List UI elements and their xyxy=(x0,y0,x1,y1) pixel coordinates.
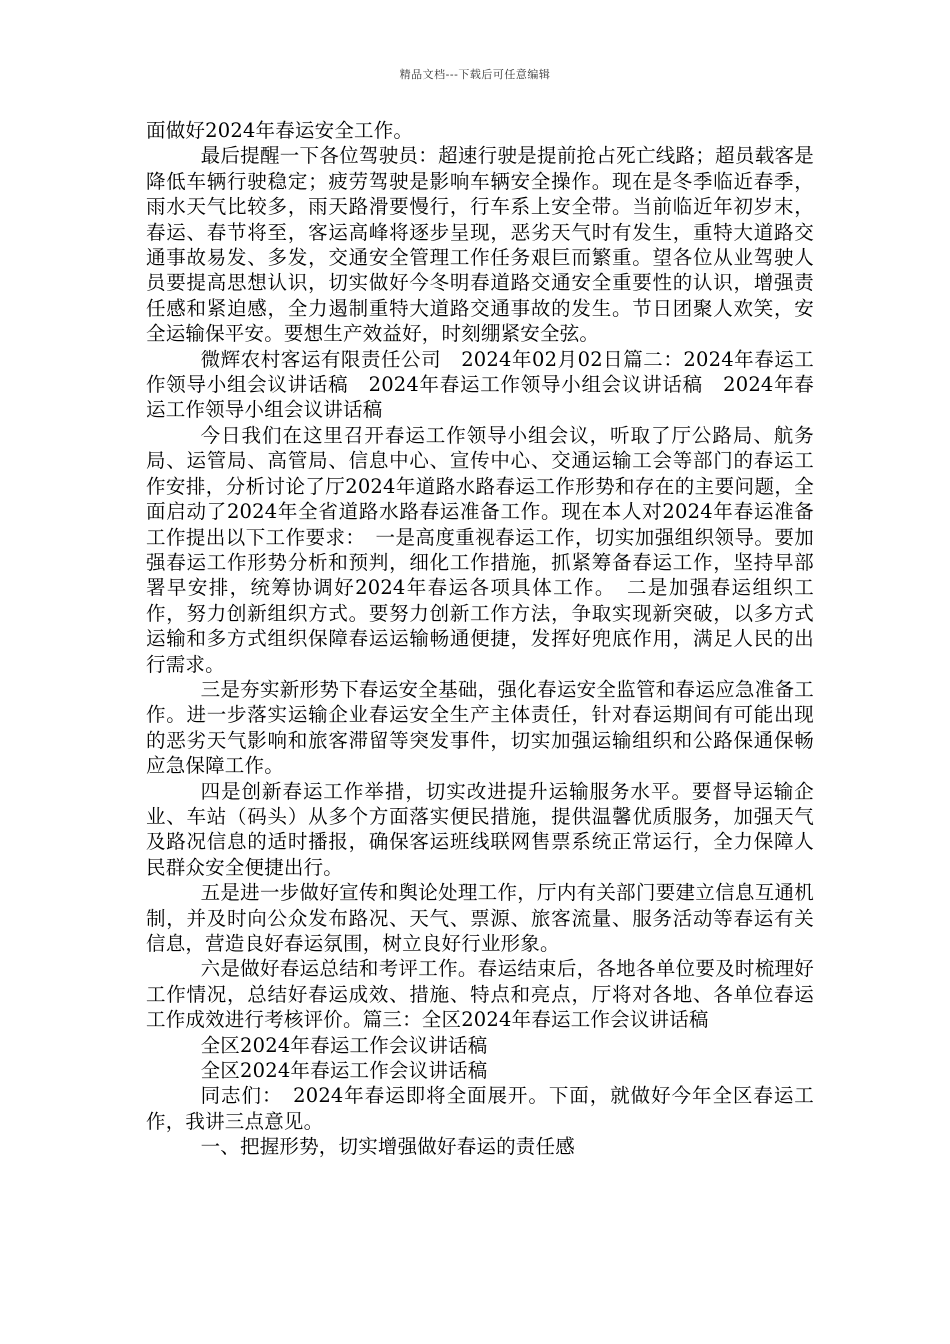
paragraph: 最后提醒一下各位驾驶员：超速行驶是提前抢占死亡线路；超员载客是降低车辆行驶稳定；疲劳驾驶是影响车辆安全操作。现在是冬季临近春季，雨水天气比较多，雨天路滑要慢行，行车系上安全带。当前临近年初岁末，春运、春节将至，客运高峰将逐步呈现，恶劣天气时有发生，重特大道路交通事故易发、多发，交通安全管理工作任务艰巨而繁重。望各位从业驾驶人员要提高思想认识，切实做好今冬明春道路交通安全重要性的认识，增强责任感和紧迫感，全力遏制重特大道路交通事故的发生。节日团聚人欢笑，安全运输保平安。要想生产效益好，时刻绷紧安全弦。 xyxy=(146,144,814,346)
paragraph: 微辉农村客运有限责任公司 2024年02月02日篇二：2024年春运工作领导小组会议讲话稿 2024年春运工作领导小组会议讲话稿 2024年春运工作领导小组会议讲话稿 xyxy=(146,347,814,422)
paragraph: 面做好2024年春运安全工作。 xyxy=(146,119,414,142)
paragraph: 一、把握形势，切实增强做好春运的责任感 xyxy=(200,1135,575,1159)
paragraph: 五是进一步做好宣传和舆论处理工作，厅内有关部门要建立信息互通机制，并及时向公众发布路况、天气、票源、旅客流量、服务活动等春运有关信息，营造良好春运氛围，树立良好行业形象。 xyxy=(146,881,814,955)
document-body xyxy=(146,118,814,1160)
paragraph: 六是做好春运总结和考评工作。春运结束后，各地各单位要及时梳理好工作情况，总结好春运成效、措施、特点和亮点，厅将对各地、各单位春运工作成效进行考核评价。篇三：全区2024年春运工作会议讲话稿 xyxy=(146,957,814,1032)
paragraph: 全区2024年春运工作会议讲话稿 xyxy=(200,1033,488,1057)
paragraph: 全区2024年春运工作会议讲话稿 xyxy=(200,1059,488,1083)
paragraph: 三是夯实新形势下春运安全基础，强化春运安全监管和春运应急准备工作。进一步落实运输企业春运安全生产主体责任，针对春运期间有可能出现的恶劣天气影响和旅客滞留等突发事件，切实加强运输组织和公路保通保畅应急保障工作。 xyxy=(146,677,814,778)
paragraph: 今日我们在这里召开春运工作领导小组会议，听取了厅公路局、航务局、运管局、高管局、信息中心、宣传中心、交通运输工会等部门的春运工作安排，分析讨论了厅2024年道路水路春运工作形势和存在的主要问题，全面启动了2024年全省道路水路春运准备工作。现在本人对2024年春运准备工作提出以下工作要求： 一是高度重视春运工作，切实加强组织领导。要加强春运工作形势分析和预判，细化工作措施，抓紧筹备春运工作，坚持早部署早安排，统筹协调好2024年春运各项具体工作。 二是加强春运组织工作，努力创新组织方式。要努力创新工作方法，争取实现新突破，以多方式运输和多方式组织保障春运运输畅通便捷，发挥好兜底作用，满足人民的出行需求。 xyxy=(146,423,814,676)
paragraph: 四是创新春运工作举措，切实改进提升运输服务水平。要督导运输企业、车站（码头）从多个方面落实便民措施，提供温馨优质服务，加强天气及路况信息的适时播报，确保客运班线联网售票系统正常运行，全力保障人民群众安全便捷出行。 xyxy=(146,779,814,879)
page-header: 精品文档---下载后可任意编辑 xyxy=(399,68,551,81)
paragraph: 同志们： 2024年春运即将全面展开。下面，就做好今年全区春运工作，我讲三点意见。 xyxy=(146,1084,814,1133)
